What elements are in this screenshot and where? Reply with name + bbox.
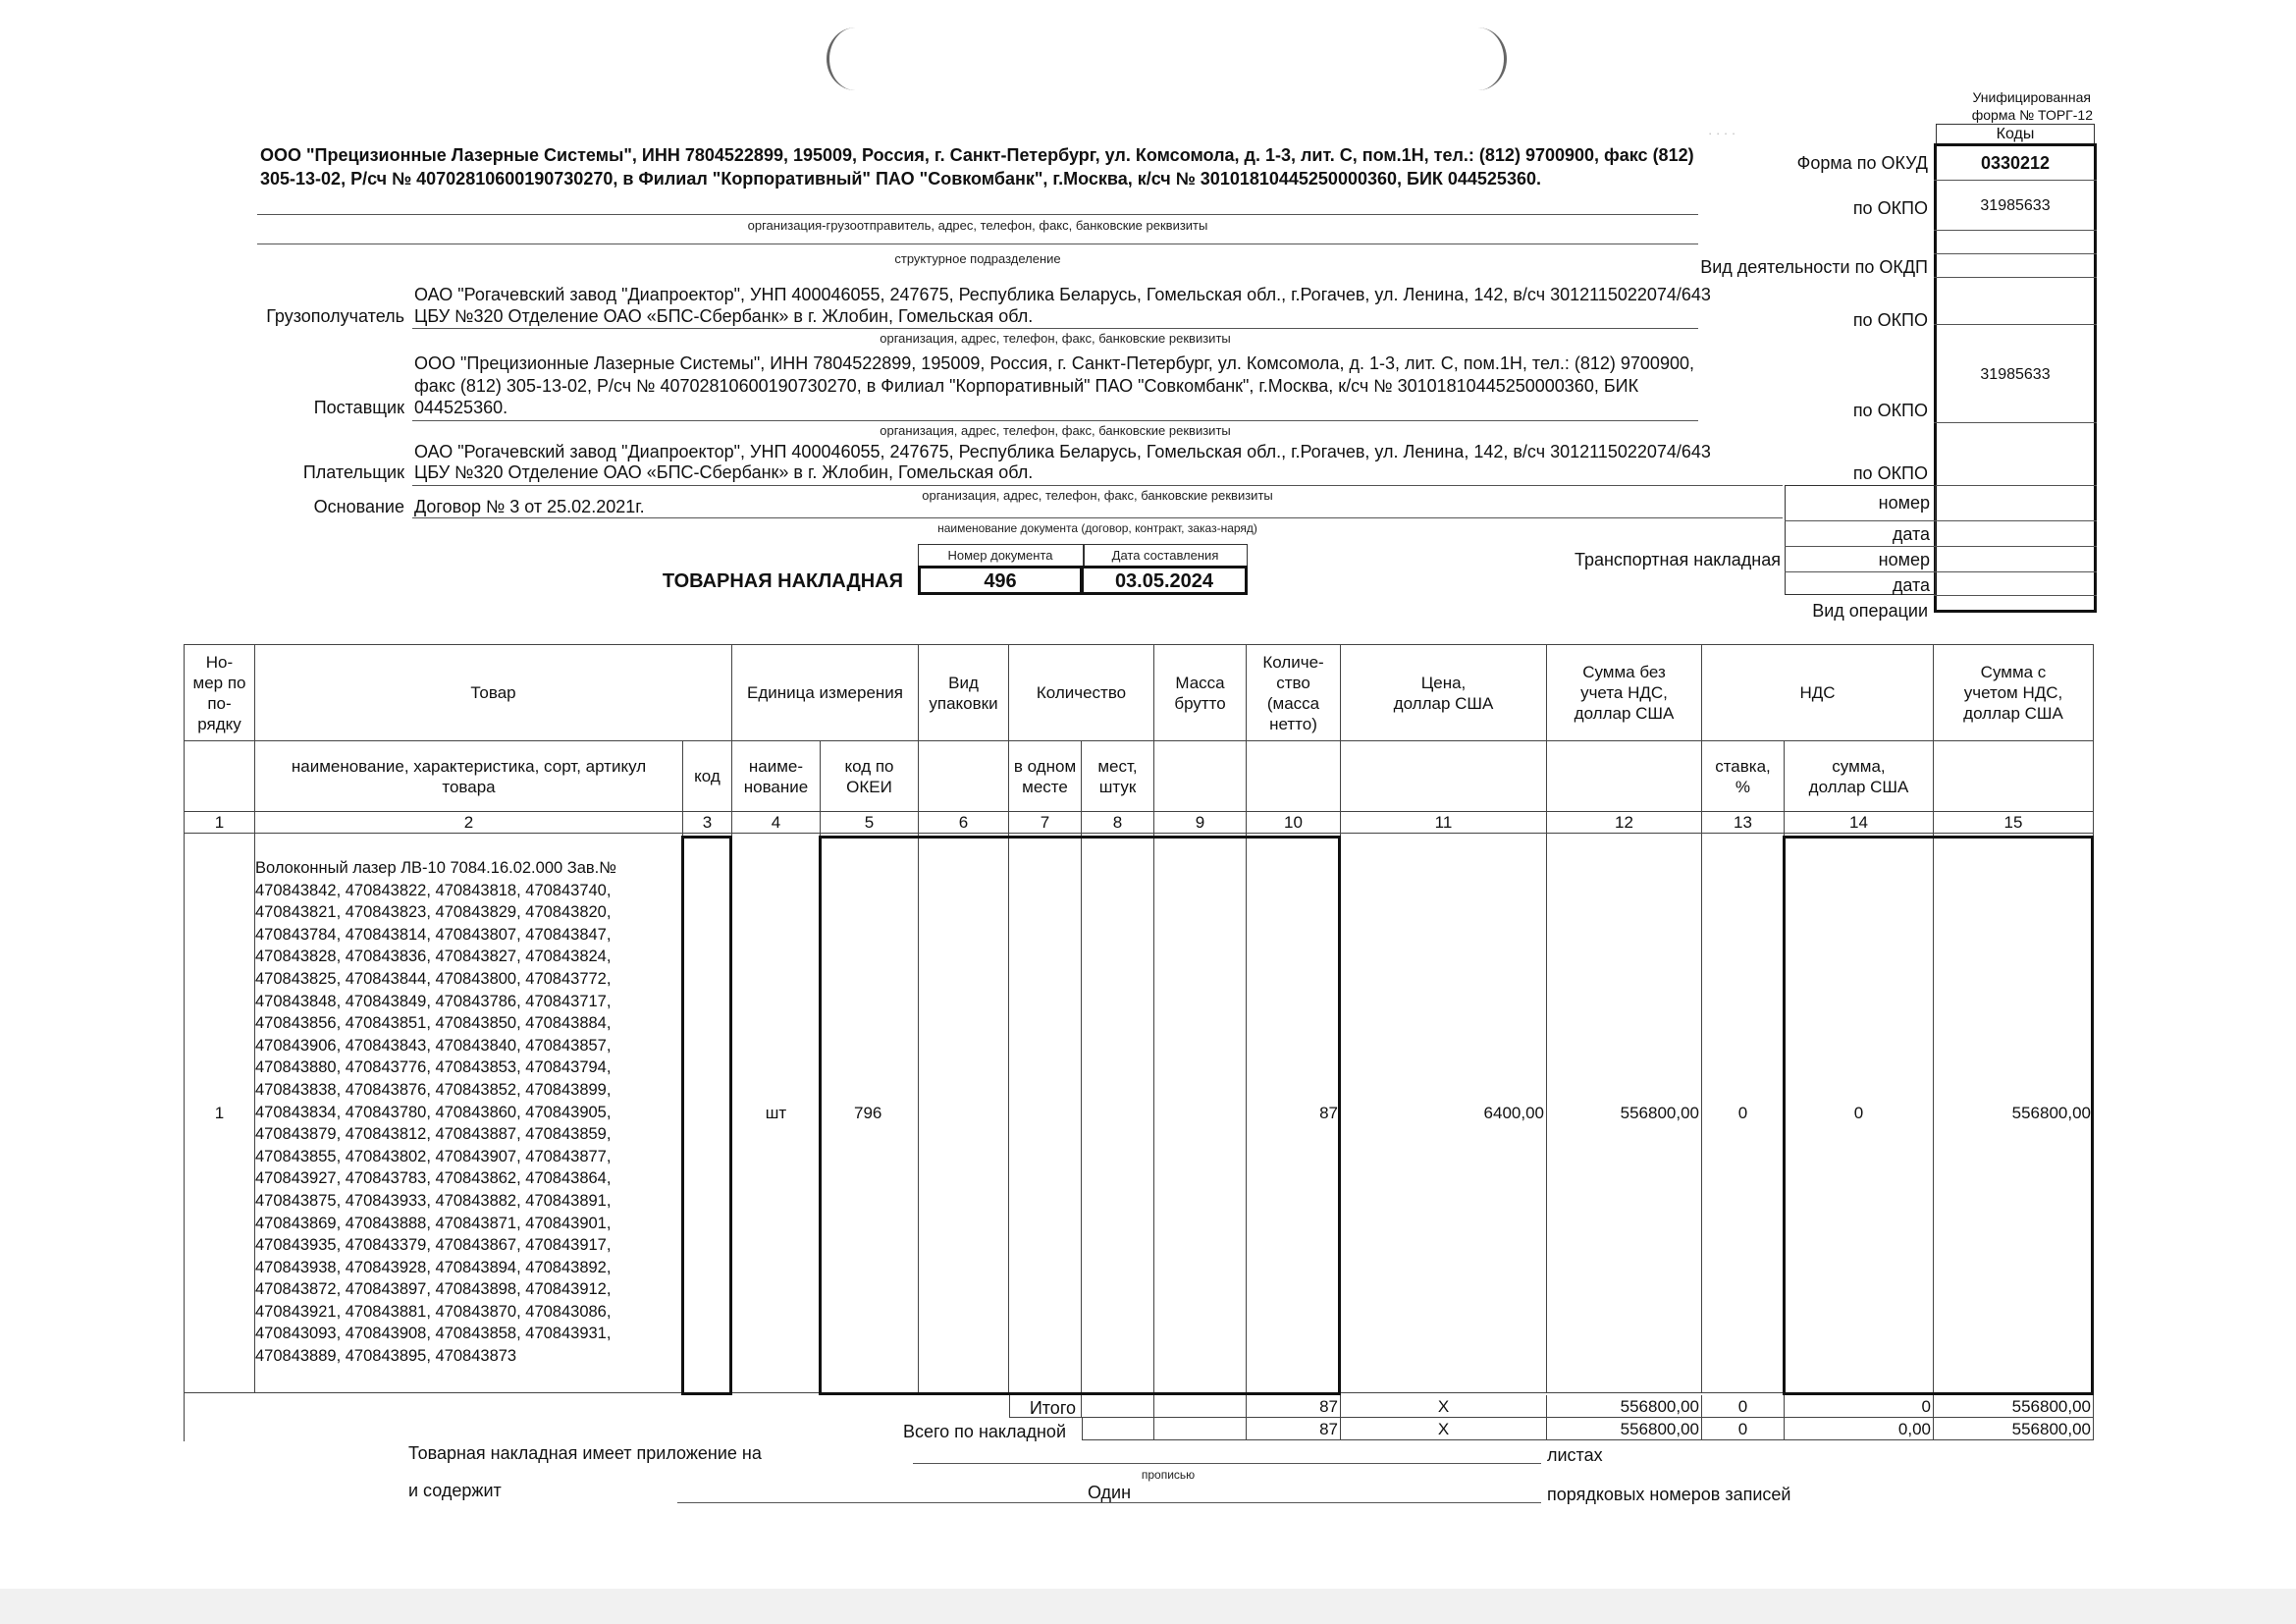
payer-line-2: ЦБУ №320 Отделение ОАО «БПС-Сбербанк» в г. Жлобин, Гомельская обл. (414, 462, 1034, 482)
itogo-vat-sum: 0 (1785, 1395, 1934, 1418)
net-quantity: 87 (1247, 834, 1341, 1393)
header-vat: НДС (1702, 645, 1934, 741)
price: 6400,00 (1341, 834, 1547, 1393)
codes-header: Коды (1936, 124, 2095, 145)
consignee-line-2: ЦБУ №320 Отделение ОАО «БПС-Сбербанк» в г. Жлобин, Гомельская обл. (414, 306, 1034, 326)
supplier-caption: организация, адрес, телефон, факс, банковские реквизиты (880, 423, 1231, 438)
goods-description: Волоконный лазер ЛВ-10 7084.16.02.000 Зав.№ 470843842, 470843822, 470843818, 470843740, 470843821, 470843823, 470843829, 470843820, 470843784, 470843814, 470843807, 470843847, 470843828, 470843836, 470843827, 470843824, 470843825, 470843844, 470843800, 470843772, 470843848, 470843849, 470843786, 470843717, 470843856, 470843851, 470843850, 470843884, 470843906, 470843843, 470843840, 470843857, 470843880, 470843776, 470843853, 470843794, 470843838, 470843876, 470843852, 470843899, 470843834, 470843780, 470843860, 470843905, 470843879, 470843812, 470843887, 470843859, 470843855, 470843802, 470843907, 470843877, 470843927, 470843783, 470843862, 470843864, 470843875, 470843933, 470843882, 470843891, 470843869, 470843888, 470843871, 470843901, 470843935, 470843379, 470843867, 470843917, 470843938, 470843928, 470843894, 470843892, 470843872, 470843897, 470843898, 470843912, 470843921, 470843881, 470843870, 470843086, 470843093, 470843908, 470843858, 470843931, 470843889, 470843895, 470843873 (255, 834, 683, 1393)
header-net-quantity: Количе- ство (масса нетто) (1247, 645, 1341, 741)
date-label: дата (1892, 524, 1930, 544)
shipper-line-2: 305-13-02, Р/сч № 40702810600190730270, в Филиал "Корпоративный" ПАО "Совкомбанк", г.Москва, к/сч № 30101810445250000360, БИК 044525360. (260, 169, 1541, 189)
subheader-goods-name: наименование, характеристика, сорт, артикул товара (255, 741, 683, 812)
basis-label: Основание (313, 497, 404, 516)
shipper-okpo-code: 31985633 (1980, 197, 2051, 214)
column-number: 7 (1009, 812, 1082, 834)
vat-rate: 0 (1702, 834, 1785, 1393)
column-number: 2 (255, 812, 683, 834)
totals-empty (1082, 1418, 1154, 1440)
subheader-unit-name: наиме- нование (732, 741, 821, 812)
okpo-label: по ОКПО (1852, 198, 1928, 218)
totals-empty (1082, 1395, 1154, 1418)
all-sum-without-vat: 556800,00 (1547, 1418, 1702, 1440)
frame-columns-5-10 (819, 836, 1341, 1395)
header-goods: Товар (255, 645, 732, 741)
all-sum-with-vat: 556800,00 (1934, 1418, 2094, 1440)
okpo-label: по ОКПО (1852, 401, 1928, 420)
struct-caption: структурное подразделение (894, 251, 1061, 266)
subheader-places: мест, штук (1082, 741, 1154, 812)
column-number: 8 (1082, 812, 1154, 834)
itogo-net-quantity: 87 (1247, 1395, 1341, 1418)
doc-number: 496 (984, 570, 1017, 592)
binder-hole-mark (1449, 27, 1507, 90)
number-label: номер (1878, 493, 1930, 513)
supplier-okpo-code: 31985633 (1980, 366, 2051, 383)
okud-code: 0330212 (1980, 153, 2051, 173)
propisyu-caption: прописью (1141, 1468, 1196, 1482)
subheader-empty (185, 741, 255, 812)
doc-number-header: Номер документа (947, 548, 1053, 563)
payer-label: Плательщик (302, 462, 404, 482)
column-number: 5 (821, 812, 919, 834)
records-count-words: Один (1087, 1483, 1132, 1502)
header-packaging: Вид упаковки (919, 645, 1009, 741)
supplier-line-1: ООО "Прецизионные Лазерные Системы", ИНН 7804522899, 195009, Россия, г. Санкт-Петербург, ул. Комсомола, д. 1-3, лит. С, пом.1Н, тел.: (812) 9700900, (414, 353, 1694, 373)
column-number: 14 (1785, 812, 1934, 834)
consignee-caption: организация, адрес, телефон, факс, банковские реквизиты (880, 331, 1231, 346)
subheader-in-one-place: в одном месте (1009, 741, 1082, 812)
supplier-label: Поставщик (313, 398, 404, 417)
shipper-line-1: ООО "Прецизионные Лазерные Системы", ИНН 7804522899, 195009, Россия, г. Санкт-Петербург, ул. Комсомола, д. 1-3, лит. С, пом.1Н, тел.: (812) 9700900, факс (812) (260, 145, 1694, 165)
okdp-label: Вид деятельности по ОКДП (1700, 257, 1928, 277)
doc-date: 03.05.2024 (1114, 570, 1214, 592)
column-number: 15 (1934, 812, 2094, 834)
okpo-label: по ОКПО (1852, 463, 1928, 483)
subheader-vat-rate: ставка, % (1702, 741, 1785, 812)
okpo-label: по ОКПО (1852, 310, 1928, 330)
frame-goods-code (681, 836, 732, 1395)
header-price: Цена, доллар США (1341, 645, 1547, 741)
subheader-empty (1247, 741, 1341, 812)
shipper-caption: организация-грузоотправитель, адрес, телефон, факс, банковские реквизиты (747, 218, 1208, 233)
okud-label: Форма по ОКУД (1796, 153, 1928, 173)
subheader-vat-sum: сумма, доллар США (1785, 741, 1934, 812)
page-edge (0, 1589, 2296, 1624)
column-number: 13 (1702, 812, 1785, 834)
all-net-quantity: 87 (1247, 1418, 1341, 1440)
row-number: 1 (185, 834, 255, 1393)
consignee-line-1: ОАО "Рогачевский завод "Диапроектор", УНП 400046055, 247675, Республика Беларусь, Гомельская обл., г.Рогачев, ул. Ленина, 142, в/сч 3012115022074/643 (414, 285, 1711, 304)
header-row-number: Но- мер по по- рядку (185, 645, 255, 741)
subheader-empty (1341, 741, 1547, 812)
column-number: 9 (1154, 812, 1247, 834)
totals-empty (1154, 1418, 1247, 1440)
date-label: дата (1892, 575, 1930, 595)
column-number: 1 (185, 812, 255, 834)
subheader-empty (1154, 741, 1247, 812)
okei-code: 796 (821, 834, 919, 1393)
header-quantity: Количество (1009, 645, 1154, 741)
contains-label: и содержит (408, 1481, 502, 1500)
records-label: порядковых номеров записей (1547, 1485, 1791, 1504)
all-vat-rate: 0 (1702, 1418, 1785, 1440)
transport-label: Транспортная накладная (1574, 550, 1781, 569)
subheader-empty (1934, 741, 2094, 812)
vat-sum: 0 (1785, 834, 1934, 1393)
itogo-label: Итого (1029, 1398, 1076, 1418)
header-sum-with-vat: Сумма с учетом НДС, доллар США (1934, 645, 2094, 741)
subheader-goods-code: код (683, 741, 732, 812)
sum-with-vat: 556800,00 (1934, 834, 2094, 1393)
column-number: 11 (1341, 812, 1547, 834)
frame-columns-14-15 (1783, 836, 2094, 1395)
document-title: ТОВАРНАЯ НАКЛАДНАЯ (662, 570, 903, 592)
totals-empty (1154, 1395, 1247, 1418)
subheader-empty (919, 741, 1009, 812)
header-unit: Единица измерения (732, 645, 919, 741)
binder-hole-mark (827, 27, 884, 90)
sum-without-vat: 556800,00 (1547, 834, 1702, 1393)
itogo-sum-with-vat: 556800,00 (1934, 1395, 2094, 1418)
itogo-sum-without-vat: 556800,00 (1547, 1395, 1702, 1418)
subheader-empty (1547, 741, 1702, 812)
itogo-price: X (1341, 1395, 1547, 1418)
column-number: 10 (1247, 812, 1341, 834)
operation-label: Вид операции (1812, 601, 1928, 621)
column-number: 12 (1547, 812, 1702, 834)
all-vat-sum: 0,00 (1785, 1418, 1934, 1440)
supplier-line-3: 044525360. (414, 398, 508, 417)
column-number: 6 (919, 812, 1009, 834)
header-sum-without-vat: Сумма без учета НДС, доллар США (1547, 645, 1702, 741)
appendix-label: Товарная накладная имеет приложение на (408, 1443, 762, 1463)
unit-name: шт (732, 834, 821, 1393)
all-price: X (1341, 1418, 1547, 1440)
header-gross-mass: Масса брутто (1154, 645, 1247, 741)
basis-value: Договор № 3 от 25.02.2021г. (414, 497, 645, 516)
subheader-okei: код по ОКЕИ (821, 741, 919, 812)
form-number: форма № ТОРГ-12 (1971, 107, 2093, 123)
supplier-line-2: факс (812) 305-13-02, Р/сч № 40702810600190730270, в Филиал "Корпоративный" ПАО "Совкомбанк", г.Москва, к/сч № 30101810445250000360, БИК (414, 376, 1639, 396)
column-number: 3 (683, 812, 732, 834)
sheets-label: листах (1547, 1445, 1603, 1465)
payer-line-1: ОАО "Рогачевский завод "Диапроектор", УНП 400046055, 247675, Республика Беларусь, Гомельская обл., г.Рогачев, ул. Ленина, 142, в/сч 3012115022074/643 (414, 442, 1711, 461)
basis-caption: наименование документа (договор, контракт, заказ-наряд) (937, 521, 1257, 535)
payer-caption: организация, адрес, телефон, факс, банковские реквизиты (922, 488, 1273, 503)
column-number: 4 (732, 812, 821, 834)
unified-label: Унифицированная (1972, 89, 2091, 105)
number-label: номер (1878, 550, 1930, 569)
doc-date-header: Дата составления (1111, 548, 1219, 563)
bleed-through-text: · · · · (1708, 126, 1736, 140)
consignee-label: Грузополучатель (266, 306, 404, 326)
all-total-label: Всего по накладной (902, 1422, 1066, 1441)
itogo-vat-rate: 0 (1702, 1395, 1785, 1418)
